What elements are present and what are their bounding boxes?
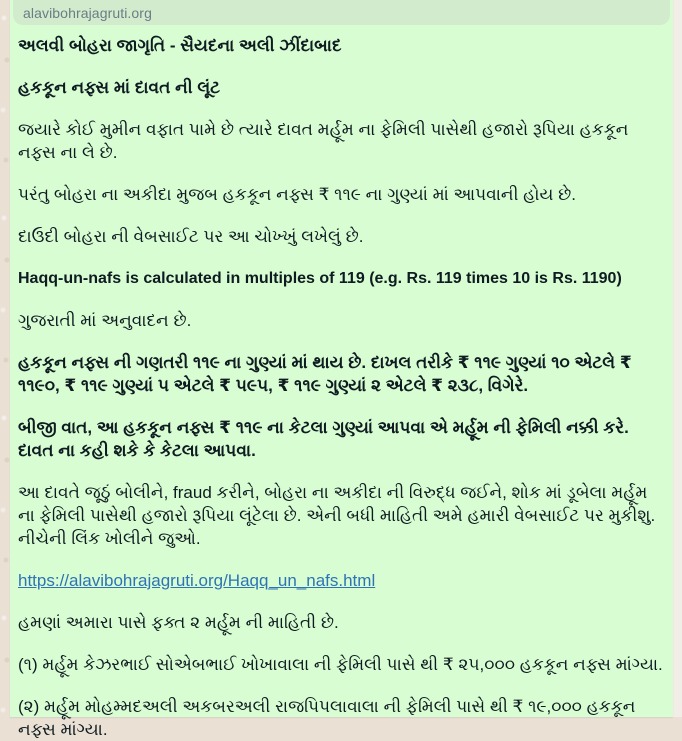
message-subtitle: હકકૂન નફ્સ માં દાવત ની લૂંટ xyxy=(18,78,221,97)
message-paragraph-bold: હકકૂન નફ્સ ની ગણતરી ૧૧૯ ના ગુણ્યાં માં થાય છે. દાખલ તરીકે ₹ ૧૧૯ ગુણ્યાં ૧૦ એટલે ₹ ૧૧૯૦, ₹ ૧૧૯ ગુણ્યાં ૫ એટલે ₹ ૫૯૫, ₹ ૧૧૯ ગુણ્યાં ૨ એટલે ₹ ૨૩૮, વિગેરે. xyxy=(18,353,632,395)
message-paragraph: આ દાવતે જૂઠું બોલીને, fraud કરીને, બોહરા ના અકીદા ની વિરુદ્ધ જઈને, શોક માં ડૂબેલા મર્હૂમ ના ફેમિલી પાસેથી હજારો રૂપિયા લૂંટેલા છે. એની બધી માહિતી અમે હમારી વેબસાઈટ પર મુકીશુ. નીચેની લિંક ખોલીને જુઓ. xyxy=(18,483,656,548)
message-title: અલવી બોહરા જાગૃતિ - સૈયદના અલી ઝીંદાબાદ xyxy=(18,36,342,55)
link-preview-bar[interactable] xyxy=(13,0,670,25)
message-paragraph: ગુજરાતી માં અનુવાદન છે. xyxy=(18,311,192,330)
haqq-un-nafs-link[interactable]: https://alavibohrajagruti.org/Haqq_un_nafs.html xyxy=(18,571,376,590)
message-paragraph: પરંતુ બોહરા ના અકીદા મુજબ હકકૂન નફ્સ ₹ ૧૧૯ ના ગુણ્યાં માં આપવાની હોય છે. xyxy=(18,185,577,204)
message-content xyxy=(10,25,673,741)
message-paragraph: જયારે કોઈ મુમીન વફાત પામે છે ત્યારે દાવત મર્હૂમ ના ફેમિલી પાસેથી હજારો રૂપિયા હકકૂન નફ્સ ના લે છે. xyxy=(18,120,629,162)
message-bubble xyxy=(10,0,673,739)
wallpaper-right-strip xyxy=(673,0,682,717)
message-paragraph-bold: બીજી વાત, આ હકકૂન નફ્સ ₹ ૧૧૯ ના કેટલા ગુણ્યાં આપવા એ મર્હૂમ ની ફેમિલી નક્કી કરે. દાવત ના કહી શકે કે કેટલા આપવા. xyxy=(18,418,629,460)
message-list-item: (૧) મર્હૂમ કેઝરભાઈ સોએબભાઈ ખોખાવાલા ની ફેમિલી પાસે થી ₹ ૨૫,૦૦૦ હકકૂન નફ્સ માંગ્યા. xyxy=(18,655,663,674)
link-preview-domain: alavibohrajagruti.org xyxy=(23,4,152,21)
message-paragraph: હમણાં અમારા પાસે ફક્ત ૨ મર્હૂમ ની માહિતી છે. xyxy=(18,613,339,632)
message-paragraph-english-bold: Haqq-un-nafs is calculated in multiples of 119 (e.g. Rs. 119 times 10 is Rs. 1190) xyxy=(18,270,622,287)
message-list-item: (૨) મર્હૂમ મોહમ્મદઅલી અકબરઅલી રાજપિપલાવાલા ની ફેમિલી પાસે થી ₹ ૧૯,૦૦૦ હકકૂન નફ્સ માંગ્યા. xyxy=(18,697,636,739)
message-paragraph: દાઉદી બોહરા ની વેબસાઈટ પર આ ચોખ્ખું લખેલું છે. xyxy=(18,227,364,246)
